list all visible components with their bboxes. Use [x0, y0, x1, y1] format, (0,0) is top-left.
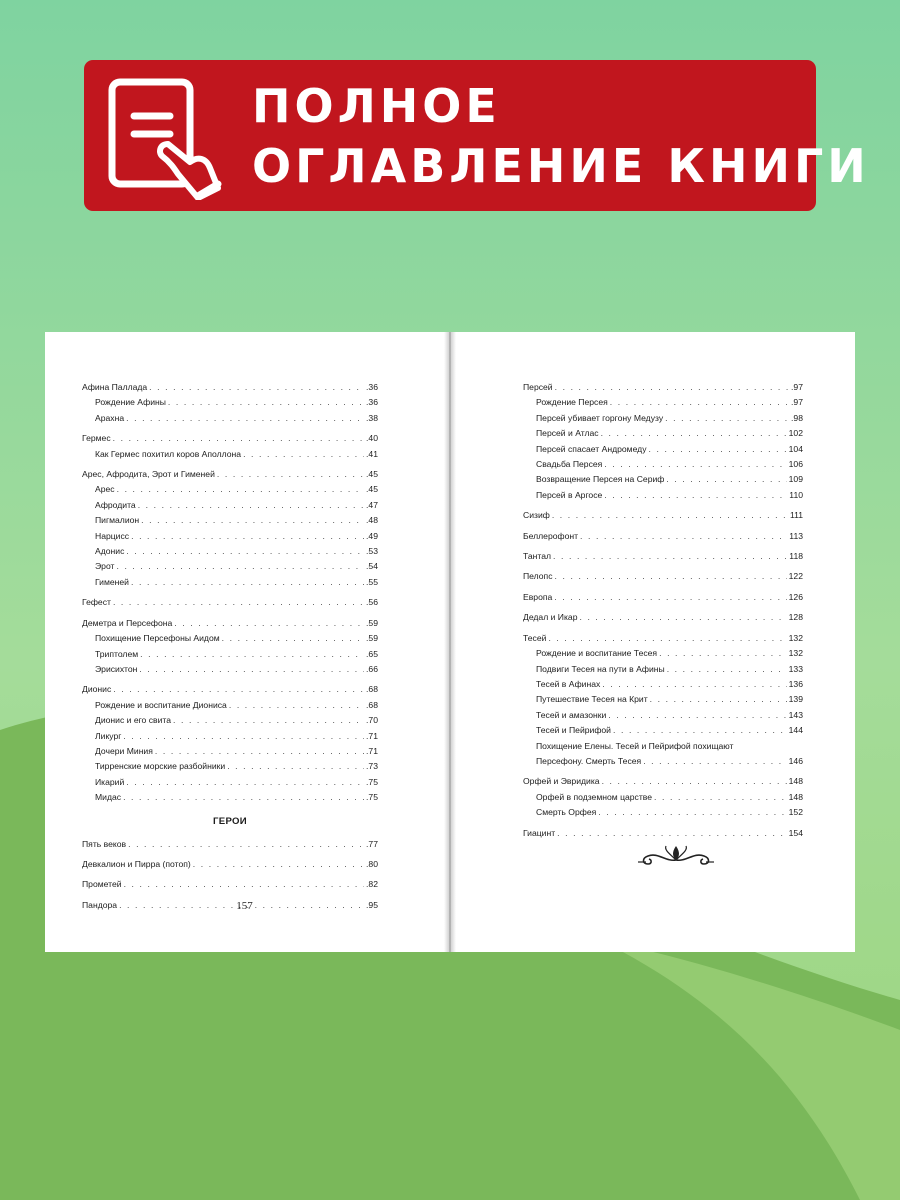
toc-entry-page: .77 [366, 838, 378, 849]
toc-leader-dots [113, 431, 364, 446]
toc-subentry [82, 529, 378, 544]
toc-entry [82, 431, 378, 446]
toc-leader-dots [552, 508, 788, 523]
toc-entry [523, 380, 803, 395]
toc-leader-dots [113, 682, 364, 697]
toc-leader-dots [126, 411, 364, 426]
toc-entry-title: Гермес [82, 433, 111, 444]
toc-subentry [523, 457, 803, 472]
toc-entry-title: Смерть Орфея [536, 807, 597, 818]
toc-leader-dots [613, 723, 787, 738]
toc-entry-title: Афина Паллада [82, 382, 148, 392]
toc-entry-title: Рождение и воспитание Диониса [95, 699, 227, 710]
toc-entry-title: Гефест [82, 597, 111, 608]
toc-leader-dots [598, 805, 786, 820]
toc-entry-page: 102 [788, 428, 803, 439]
toc-entry-page: .66 [366, 663, 378, 674]
toc-entry-page: .75 [366, 776, 378, 787]
toc-entry-page: 143 [788, 709, 803, 720]
toc-subentry [523, 488, 803, 503]
toc-leader-dots [602, 677, 786, 692]
banner-title-line2: ОГЛАВЛЕНИЕ КНИГИ [252, 139, 870, 193]
toc-group-2 [523, 774, 803, 841]
toc-entry-page: .82 [366, 879, 378, 890]
toc-leader-dots [124, 877, 364, 892]
toc-subentry [523, 692, 803, 707]
toc-entry-page: 122 [788, 571, 803, 582]
toc-entry-title: Тантал [523, 551, 552, 562]
toc-subentry [82, 411, 378, 426]
toc-entry-page: .71 [366, 745, 378, 756]
toc-entry [82, 877, 378, 892]
toc-leader-dots [667, 662, 787, 677]
toc-entry-page: 133 [788, 663, 803, 674]
section-heading: ГЕРОИ [213, 815, 247, 827]
toc-leader-dots [553, 549, 787, 564]
book-spine [444, 332, 456, 952]
toc-leader-dots [128, 837, 364, 852]
toc-entry-title: Афродита [95, 499, 136, 510]
toc-entry-page: .59 [366, 617, 378, 628]
toc-entry-page: .97 [791, 382, 803, 392]
toc-leader-dots [113, 595, 364, 610]
toc-leader-dots [139, 662, 364, 677]
toc-leader-dots [666, 472, 786, 487]
toc-leader-dots [222, 631, 364, 646]
toc-subentry [82, 513, 378, 528]
toc-entry-page: 132 [788, 632, 803, 643]
toc-leader-dots [227, 759, 364, 774]
toc-entry-title: Рождение Афины [95, 397, 166, 408]
toc-entry-page: 118 [789, 551, 803, 562]
toc-leader-dots [555, 380, 789, 395]
toc-leader-dots [217, 467, 364, 482]
toc-entry-title: Арес [95, 484, 115, 495]
toc-entry-page: .80 [366, 858, 378, 869]
toc-entry-page: .70 [366, 715, 378, 726]
toc-entry [523, 529, 803, 544]
toc-entry-title: Тесей и Пейрифой [536, 725, 611, 736]
toc-subentry [82, 729, 378, 744]
toc-entry-title: Прометей [82, 879, 122, 890]
toc-entry-title: Орфей в подземном царстве [536, 791, 653, 802]
toc-entry-title: Гименей [95, 576, 129, 587]
toc-leader-dots [131, 575, 364, 590]
toc-leader-dots [123, 729, 364, 744]
toc-subentry [523, 472, 803, 487]
toc-entry-title: Европа [523, 591, 553, 602]
toc-subentry [523, 677, 803, 692]
toc-entry-page: .41 [366, 448, 378, 459]
toc-entry-title: Эрисихтон [95, 663, 138, 674]
toc-entry [82, 616, 378, 631]
toc-entry-page: 146 [788, 755, 803, 766]
toc-subentry [82, 559, 378, 574]
toc-leader-dots [141, 513, 364, 528]
toc-entry-title: Тесей и амазонки [536, 709, 607, 720]
toc-entry-page: 148 [788, 776, 803, 787]
toc-entry-title: Ликург [95, 730, 122, 741]
banner-title [252, 76, 870, 196]
toc-entry-title: Персей [523, 382, 553, 392]
toc-leader-dots [174, 616, 364, 631]
toc-entry-page: .95 [366, 899, 378, 910]
toc-subentry [82, 790, 378, 805]
toc-entry-page: 132 [788, 648, 803, 659]
toc-subentry [523, 662, 803, 677]
toc-entry-page: 136 [788, 678, 803, 689]
toc-entry-page: 106 [788, 459, 803, 470]
toc-entry-title: Тесей в Афинах [536, 678, 601, 689]
toc-entry-page: .36 [366, 397, 378, 408]
toc-entry-title: Деметра и Персефона [82, 617, 173, 628]
toc-entry-page: 128 [788, 612, 803, 623]
toc-leader-dots [193, 857, 364, 872]
toc-entry-title: Эрот [95, 561, 115, 572]
toc-leader-dots [243, 447, 364, 462]
toc-entry-title: Пелопс [523, 571, 553, 582]
toc-entry-title: Арахна [95, 412, 125, 423]
toc-entry [523, 774, 803, 789]
toc-entry-title: Беллерофонт [523, 530, 579, 541]
toc-entry-page: 113 [789, 530, 803, 541]
toc-entry [82, 595, 378, 610]
toc-entry-page: .45 [366, 484, 378, 495]
toc-entry-page: 154 [788, 827, 803, 838]
toc-subentry [523, 805, 803, 820]
toc-entry-title: Пигмалион [95, 515, 140, 526]
toc-subentry [82, 647, 378, 662]
toc-leader-dots [654, 790, 787, 805]
toc-entry-title: Арес, Афродита, Эрот и Гименей [82, 469, 215, 480]
toc-subentry [82, 775, 378, 790]
toc-entry-page: .48 [366, 515, 378, 526]
toc-entry-page: .59 [366, 633, 378, 644]
toc-entry [523, 610, 803, 625]
toc-subentry [523, 426, 803, 441]
toc-entry-page: .54 [366, 561, 378, 572]
left-page [45, 332, 444, 952]
toc-entry-page: .49 [366, 530, 378, 541]
toc-entry-page: 111 [789, 510, 803, 521]
toc-entry-title: Похищение Персефоны Аидом [95, 633, 220, 644]
toc-entry-title: Тесей [523, 632, 547, 643]
toc-entry-title: Персей и Атлас [536, 428, 599, 439]
toc-entry-page: .45 [366, 469, 378, 480]
toc-entry-title: Тирренские морские разбойники [95, 761, 226, 772]
open-book [45, 332, 855, 952]
toc-entry [523, 549, 803, 564]
toc-entry [523, 508, 803, 523]
toc-leader-dots [126, 775, 364, 790]
toc-entry-page: 144 [788, 725, 803, 736]
toc-entry [82, 380, 378, 395]
toc-subentry [82, 447, 378, 462]
toc-entry-title: Рождение Персея [536, 397, 608, 408]
toc-entry-title: Девкалион и Пирра (потоп) [82, 858, 191, 869]
toc-entry-title: Возвращение Персея на Сериф [536, 474, 665, 485]
toc-entry-title: Путешествие Тесея на Крит [536, 694, 648, 705]
toc-entry-page: .68 [366, 684, 378, 695]
toc-subentry [523, 442, 803, 457]
toc-leader-dots [548, 631, 786, 646]
toc-entry [523, 569, 803, 584]
toc-entry-title: Икарий [95, 776, 125, 787]
toc-subentry [523, 411, 803, 426]
toc-entry-page: 152 [788, 807, 803, 818]
toc-entry-title: Орфей и Эвридика [523, 776, 600, 787]
toc-entry-title: Триптолем [95, 648, 139, 659]
toc-leader-dots [643, 754, 786, 769]
toc-subentry [523, 790, 803, 805]
document-hand-icon [106, 78, 228, 200]
toc-left [82, 380, 378, 913]
toc-entry-page: .68 [366, 699, 378, 710]
toc-subentry [82, 713, 378, 728]
toc-entry-title: Нарцисс [95, 530, 130, 541]
toc-leader-dots [126, 544, 364, 559]
toc-leader-dots [229, 698, 364, 713]
toc-entry-page: .56 [366, 597, 378, 608]
page-number: 157 [236, 900, 253, 912]
toc-entry-title: Рождение и воспитание Тесея [536, 648, 658, 659]
vignette-ornament-icon [636, 838, 716, 868]
toc-entry [82, 682, 378, 697]
toc-entry [523, 590, 803, 605]
toc-subentry [523, 754, 803, 769]
toc-entry-title: Дочери Миния [95, 745, 153, 756]
toc-entry-title: Мидас [95, 792, 122, 803]
toc-entry [82, 467, 378, 482]
toc-leader-dots [604, 457, 786, 472]
toc-subentry [523, 395, 803, 410]
toc-leader-dots [554, 590, 786, 605]
toc-entry [82, 837, 378, 852]
toc-leader-dots [149, 380, 364, 395]
toc-leader-dots [555, 569, 787, 584]
toc-right [523, 380, 803, 841]
toc-entry-title: Свадьба Персея [536, 459, 603, 470]
toc-entry-title: Адонис [95, 546, 125, 557]
toc-entry-page: .71 [366, 730, 378, 741]
toc-leader-dots [155, 744, 364, 759]
title-banner [84, 60, 870, 211]
toc-entry-page: 139 [788, 694, 803, 705]
toc-entry-page: 109 [788, 474, 803, 485]
toc-leader-dots [173, 713, 364, 728]
toc-subentry [82, 662, 378, 677]
toc-entry-title: Персей в Аргосе [536, 489, 603, 500]
toc-subentry [82, 744, 378, 759]
toc-subentry [82, 482, 378, 497]
toc-leader-dots [665, 411, 789, 426]
toc-entry-title: Дионис [82, 684, 112, 695]
toc-entry-title: Пять веков [82, 838, 127, 849]
toc-leader-dots [649, 442, 787, 457]
toc-subentry [82, 575, 378, 590]
toc-entry [523, 631, 803, 646]
toc-subentry [82, 631, 378, 646]
toc-entry-title: Подвиги Тесея на пути в Афины [536, 663, 665, 674]
toc-entry-title: Гиацинт [523, 827, 556, 838]
toc-leader-dots [116, 559, 364, 574]
toc-entry-page: .75 [366, 792, 378, 803]
toc-entry-page: .36 [366, 382, 378, 392]
toc-leader-dots [168, 395, 364, 410]
toc-entry-page: .98 [791, 412, 803, 423]
toc-leader-dots [659, 646, 787, 661]
toc-entry-title: Как Гермес похитил коров Аполлона [95, 448, 242, 459]
toc-entry [82, 857, 378, 872]
toc-entry-page: 126 [788, 591, 803, 602]
toc-subentry [523, 723, 803, 738]
toc-entry-page: .55 [366, 576, 378, 587]
toc-entry-page: 148 [788, 791, 803, 802]
toc-entry-page: .65 [366, 648, 378, 659]
banner-title-line1: ПОЛНОЕ [252, 79, 501, 133]
right-page [456, 332, 855, 952]
toc-subentry [523, 646, 803, 661]
toc-subentry [82, 698, 378, 713]
toc-leader-dots [604, 488, 787, 503]
toc-entry-page: .40 [366, 433, 378, 444]
toc-leader-dots [580, 529, 787, 544]
toc-subentry-line1: Похищение Елены. Тесей и Пейрифой похищают [536, 740, 734, 751]
toc-leader-dots [610, 395, 789, 410]
toc-subentry [82, 395, 378, 410]
toc-entry-title: Пандора [82, 899, 118, 910]
toc-leader-dots [131, 529, 364, 544]
toc-entry-title: Дедал и Икар [523, 612, 578, 623]
toc-entry-title: Дионис и его свита [95, 715, 171, 726]
toc-entry-title: Персефону. Смерть Тесея [536, 755, 642, 766]
toc-subentry [82, 544, 378, 559]
toc-leader-dots [601, 426, 787, 441]
toc-leader-dots [602, 774, 787, 789]
toc-entry-title: Сизиф [523, 510, 550, 521]
toc-leader-dots [138, 498, 364, 513]
toc-entry-page: .53 [366, 546, 378, 557]
toc-subentry [82, 498, 378, 513]
toc-entry-page: .73 [366, 761, 378, 772]
toc-entry-page: 110 [789, 489, 803, 500]
toc-entry-page: .38 [366, 412, 378, 423]
toc-leader-dots [140, 647, 364, 662]
toc-leader-dots [117, 482, 364, 497]
toc-leader-dots [608, 708, 786, 723]
toc-leader-dots [650, 692, 787, 707]
toc-subentry [523, 708, 803, 723]
toc-leader-dots [579, 610, 786, 625]
toc-entry-title: Персей убивает горгону Медузу [536, 412, 664, 423]
toc-entry-page: .47 [366, 499, 378, 510]
toc-entry-page: .97 [791, 397, 803, 408]
toc-entry-page: 104 [788, 443, 803, 454]
toc-entry-title: Персей спасает Андромеду [536, 443, 647, 454]
toc-subentry [82, 759, 378, 774]
toc-leader-dots [123, 790, 364, 805]
